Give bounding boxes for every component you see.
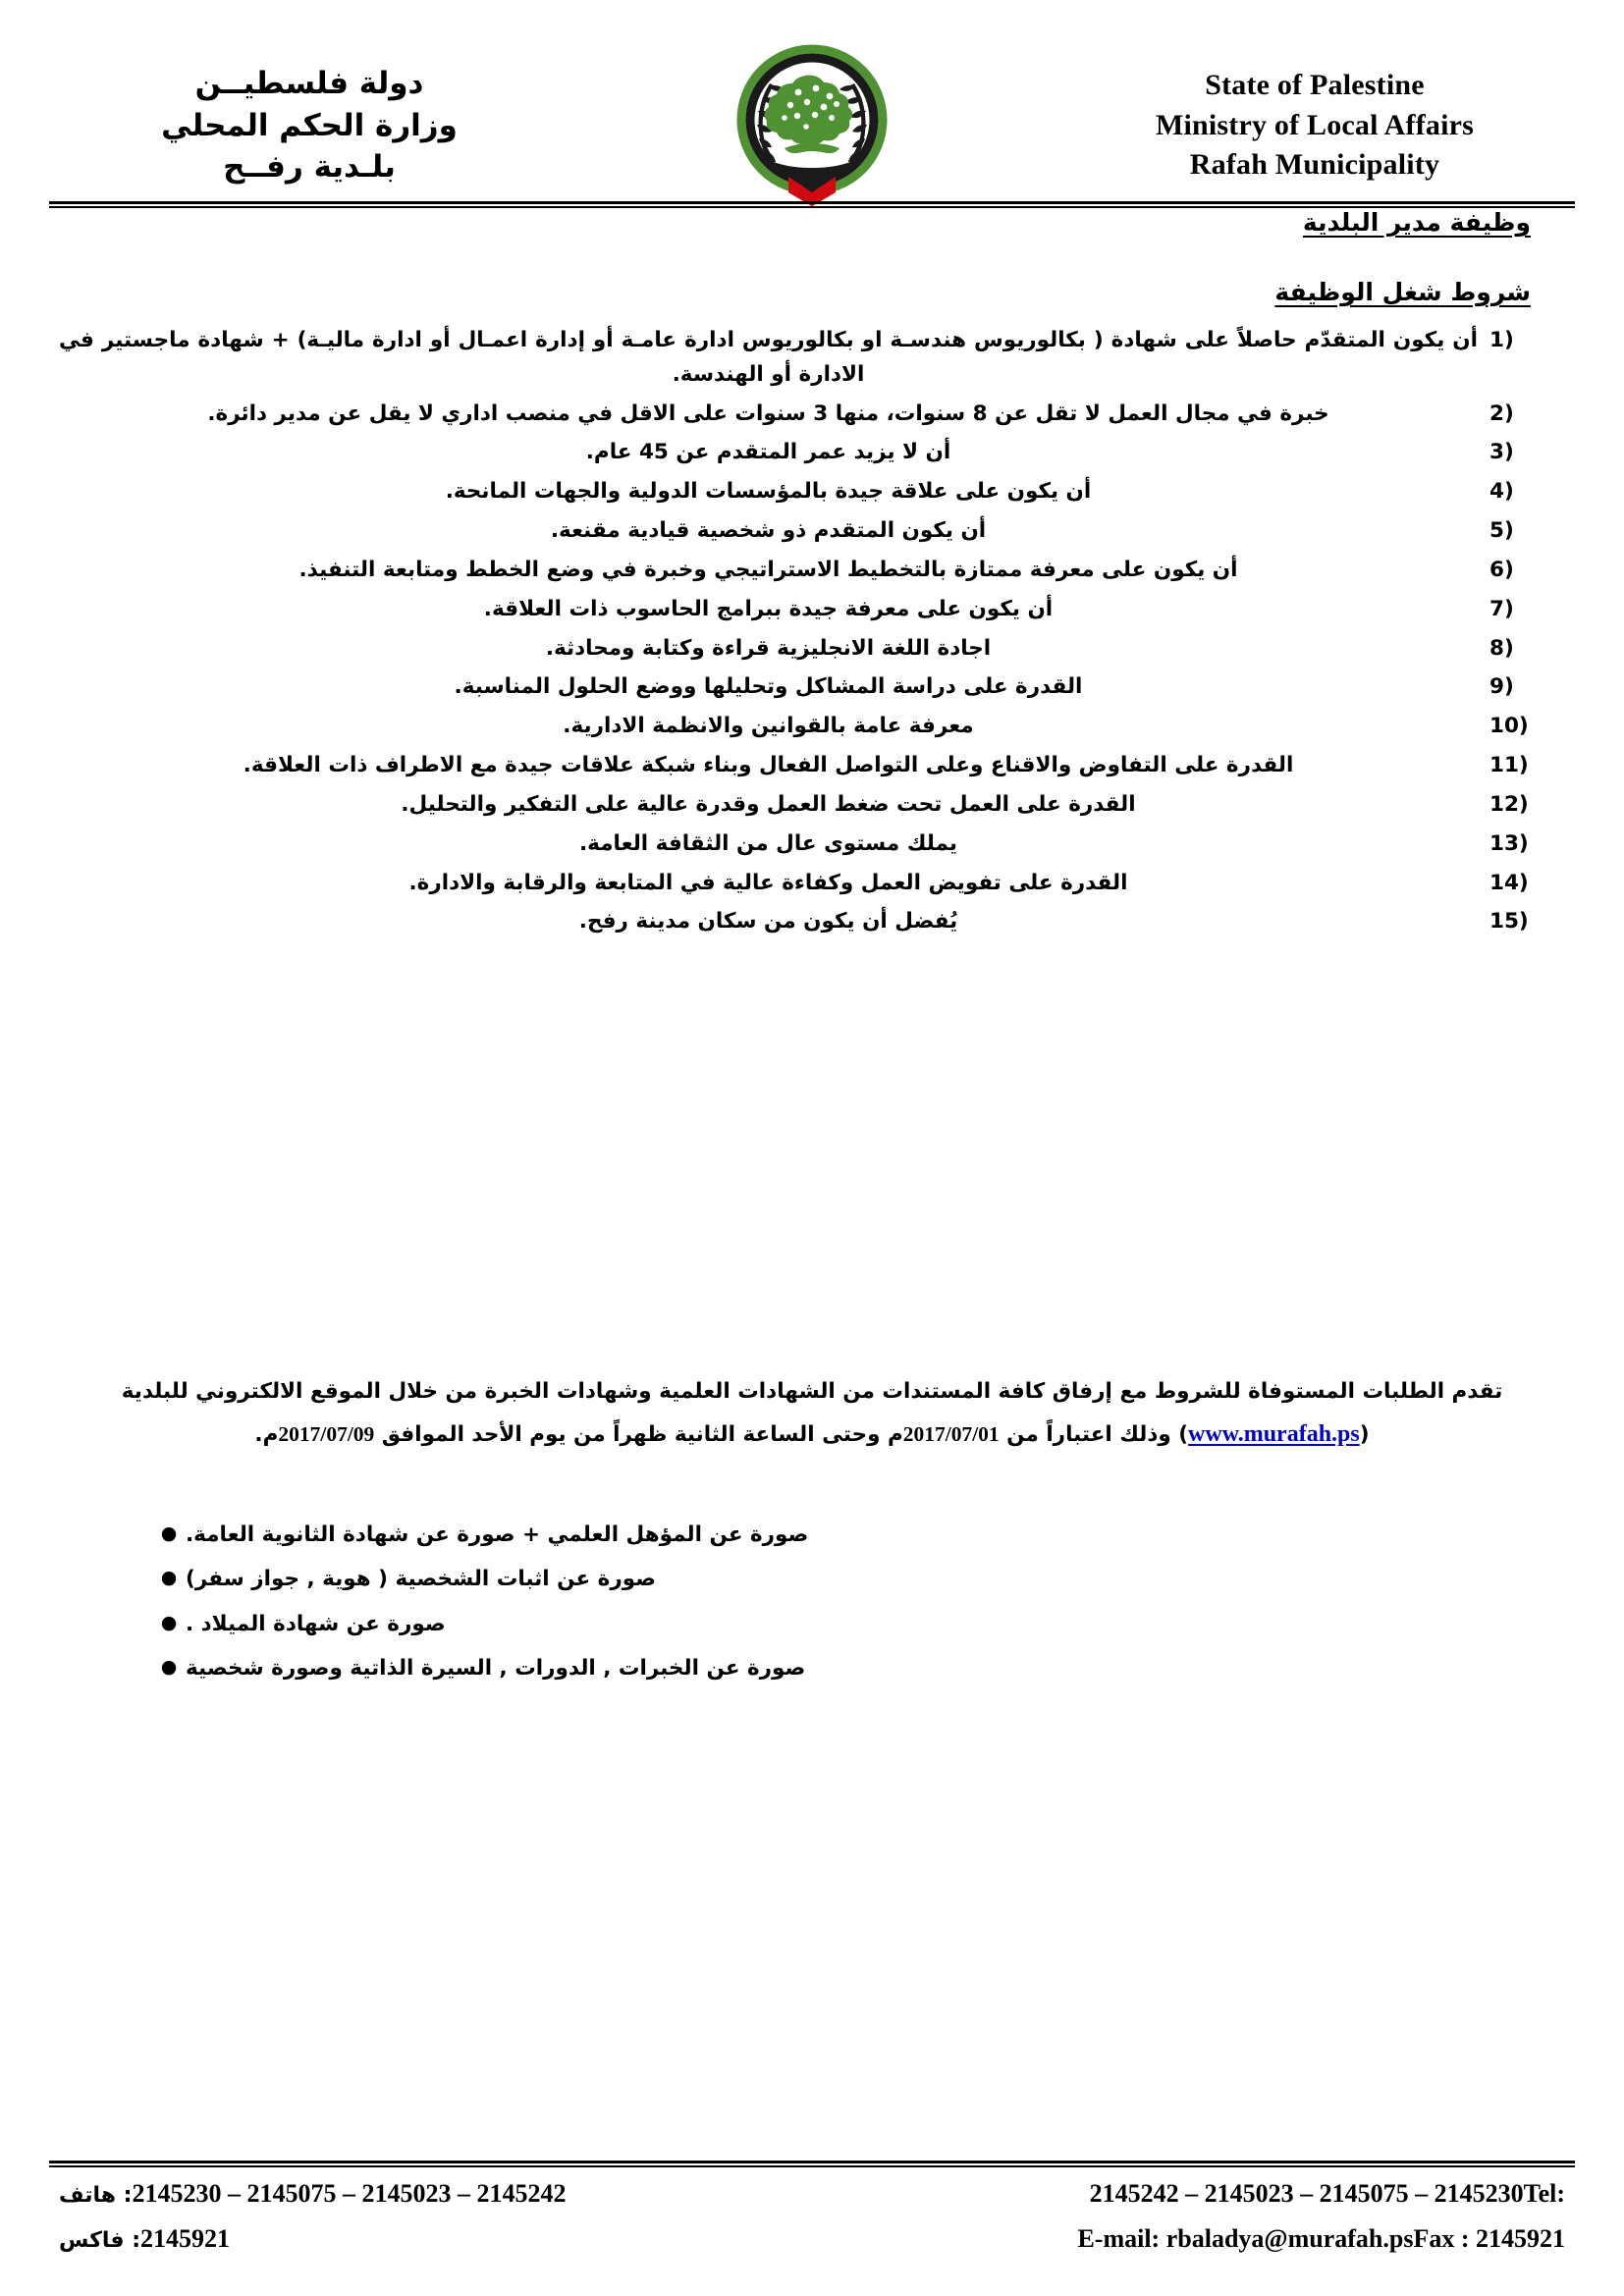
condition-item: [59, 514, 1531, 549]
header-english-block: [1099, 66, 1531, 186]
condition-item: [59, 632, 1531, 667]
condition-number: 14): [1489, 870, 1529, 895]
condition-item: [59, 398, 1531, 432]
footer-email: E-mail: rbaladya@murafah.ps: [1077, 2224, 1414, 2253]
bullet-icon: ●: [160, 1655, 178, 1678]
conditions-list: [59, 324, 1531, 944]
deadline-suffix: م.: [254, 1421, 279, 1447]
condition-item: [59, 828, 1531, 862]
attachment-item: [93, 1653, 1531, 1684]
bullet-icon: ●: [160, 1522, 178, 1544]
condition-item: [59, 710, 1531, 744]
condition-item: [59, 749, 1531, 783]
date-from: 2017/07/01: [902, 1421, 1000, 1446]
header-divider-rule: [49, 201, 1575, 208]
condition-text: القدرة على تفويض العمل وكفاءة عالية في المتابعة والرقابة والادارة.: [408, 870, 1128, 895]
footer-tel-label-ar: : هاتف: [59, 2183, 133, 2208]
attachment-item: [93, 1520, 1531, 1551]
condition-number: 3): [1489, 440, 1514, 465]
condition-text: معرفة عامة بالقوانين والانظمة الادارية.: [563, 714, 974, 739]
application-instructions: [93, 1374, 1531, 1455]
condition-number: 9): [1489, 674, 1514, 700]
condition-text: أن يكون على علاقة جيدة بالمؤسسات الدولية والجهات المانحة.: [445, 479, 1092, 505]
condition-number: 12): [1489, 791, 1529, 817]
condition-text: يملك مستوى عال من الثقافة العامة.: [579, 830, 957, 856]
condition-number: 4): [1489, 479, 1514, 505]
footer-tel-numbers-en: 2145242 – 2145023 – 2145075 – 2145230: [1089, 2179, 1524, 2208]
municipality-logo: [707, 42, 918, 209]
condition-item: [59, 788, 1531, 823]
condition-text: أن يكون على معرفة ممتازة بالتخطيط الاستراتيجي وخبرة في وضع الخطط ومتابعة التنفيذ.: [298, 557, 1238, 582]
condition-item: [59, 867, 1531, 901]
condition-number: 6): [1489, 557, 1514, 582]
footer-tel-label-en: Tel:: [1523, 2179, 1565, 2208]
attachment-text: صورة عن شهادة الميلاد .: [186, 1611, 446, 1636]
condition-item: [59, 324, 1531, 393]
header-arabic-line2: وزارة الحكم المحلي: [161, 107, 458, 143]
header-english-line1: State of Palestine: [1205, 68, 1425, 101]
footer-fax-label-ar: : فاكس: [59, 2228, 141, 2253]
header-arabic-block: [93, 63, 525, 188]
document-footer: [59, 2173, 1565, 2281]
condition-text: أن يكون المتقدّم حاصلاً على شهادة ( بكالوريوس هندسـة او بكالوريوس ادارة عامـة أو إدارة اعمـال أو ادارة ماليـة) + شهادة ماجستير في الادارة أو الهندسة.: [59, 328, 1478, 387]
attachment-item: [93, 1564, 1531, 1595]
condition-number: 1): [1489, 328, 1514, 352]
deadline-middle-text: ) وذلك اعتباراً من: [999, 1421, 1189, 1447]
condition-number: 15): [1489, 909, 1529, 934]
date-to: 2017/07/09: [278, 1421, 375, 1446]
footer-divider-rule: [49, 2161, 1575, 2167]
footer-fax-email-row: [59, 2224, 1565, 2254]
condition-number: 8): [1489, 635, 1514, 661]
bullet-icon: ●: [160, 1611, 178, 1633]
condition-item: [59, 593, 1531, 627]
condition-item: [59, 670, 1531, 705]
application-deadline-line: [93, 1415, 1531, 1455]
condition-number: 5): [1489, 518, 1514, 544]
attachment-text: صورة عن المؤهل العلمي + صورة عن شهادة الثانوية العامة.: [186, 1522, 809, 1547]
condition-number: 13): [1489, 830, 1529, 856]
header-arabic-line3: بلـدية رفــح: [223, 149, 396, 186]
header-arabic-line1: دولة فلسطيــن: [194, 65, 424, 101]
rafah-seal-icon: [714, 43, 910, 208]
condition-item: [59, 554, 1531, 588]
document-header: [93, 47, 1531, 204]
condition-text: اجادة اللغة الانجليزية قراءة وكتابة ومحادثة.: [545, 635, 992, 661]
condition-text: أن لا يزيد عمر المتقدم عن 45 عام.: [585, 440, 951, 465]
condition-item: [59, 905, 1531, 939]
required-attachments-list: [93, 1520, 1531, 1697]
condition-text: أن يكون المتقدم ذو شخصية قيادية مقنعة.: [550, 518, 987, 544]
footer-tel-numbers-ar: 2145230 – 2145075 – 2145023 – 2145242: [132, 2179, 567, 2208]
header-english-line2: Ministry of Local Affairs: [1155, 108, 1475, 141]
attachment-text: صورة عن الخبرات , الدورات , السيرة الذاتية وصورة شخصية: [186, 1655, 806, 1681]
deadline-after-date-text: م وحتى الساعة الثانية ظهراً من يوم الأحد الموافق: [374, 1421, 903, 1447]
footer-telephone-row: [59, 2179, 1565, 2209]
condition-item: [59, 436, 1531, 470]
attachment-item: [93, 1609, 1531, 1640]
section-title-conditions: شروط شغل الوظيفة: [1274, 278, 1531, 306]
condition-number: 11): [1489, 753, 1529, 778]
application-paragraph: تقدم الطلبات المستوفاة للشروط مع إرفاق كافة المستندات من الشهادات العلمية وشهادات الخبرة من خلال الموقع الالكتروني للبلدية: [121, 1379, 1503, 1404]
attachment-text: صورة عن اثبات الشخصية ( هوية , جواز سفر): [186, 1567, 656, 1592]
header-english-line3: Rafah Municipality: [1189, 148, 1440, 182]
bullet-icon: ●: [160, 1567, 178, 1589]
condition-number: 10): [1489, 714, 1529, 739]
condition-number: 2): [1489, 400, 1514, 426]
footer-fax-number-ar: 2145921: [140, 2224, 231, 2253]
footer-fax-en: Fax : 2145921: [1413, 2224, 1565, 2253]
condition-text: خبرة في مجال العمل لا تقل عن 8 سنوات، منها 3 سنوات على الاقل في منصب اداري لا يقل عن مدير دائرة.: [207, 400, 1329, 426]
condition-text: القدرة على التفاوض والاقناع وعلى التواصل الفعال وبناء شبكة علاقات جيدة مع الاطراف ذات العلاقة.: [243, 753, 1294, 778]
condition-text: أن يكون على معرفة جيدة ببرامج الحاسوب ذات العلاقة.: [483, 596, 1054, 621]
condition-number: 7): [1489, 596, 1514, 621]
page-title: وظيفة مدير البلدية: [1302, 208, 1531, 237]
condition-item: [59, 475, 1531, 509]
condition-text: يُفضل أن يكون من سكان مدينة رفح.: [578, 909, 958, 934]
condition-text: القدرة على العمل تحت ضغط العمل وقدرة عالية على التفكير والتحليل.: [401, 791, 1136, 817]
condition-text: القدرة على دراسة المشاكل وتحليلها ووضع الحلول المناسبة.: [454, 674, 1083, 700]
paren-open: (: [1359, 1421, 1370, 1447]
municipality-website-link[interactable]: www.murafah.ps: [1188, 1420, 1360, 1447]
